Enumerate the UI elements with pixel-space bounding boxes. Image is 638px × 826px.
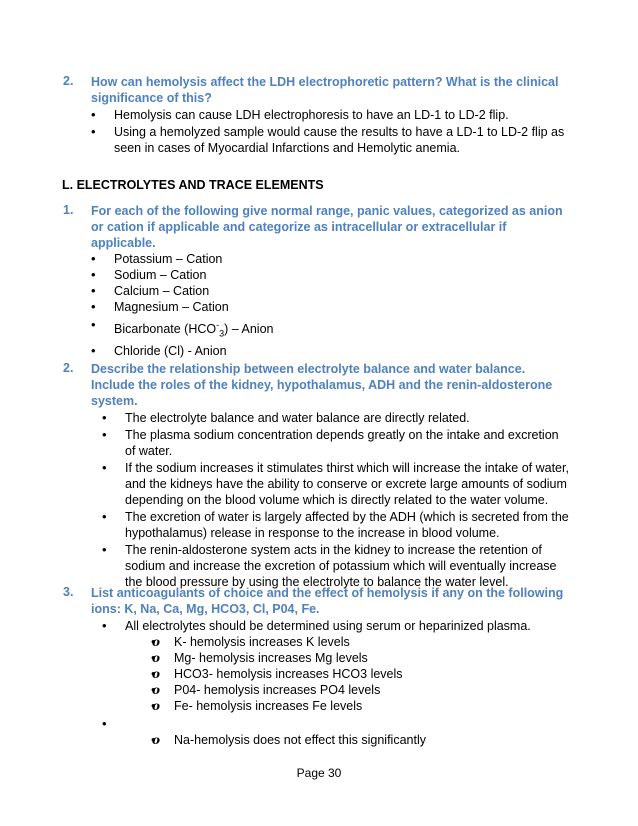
list-item: • Chloride (Cl) - Anion [114, 343, 571, 359]
question-number: 2. [63, 74, 74, 88]
list-item: • Calcium – Cation [114, 283, 571, 299]
question-number: 2. [63, 361, 74, 375]
question-text: For each of the following give normal range, panic values, categorized as anion or cation if applicable and categorize as intracellular or extracellular if applicable. [91, 204, 563, 250]
answer-list [114, 251, 571, 359]
sub-list-item: • o HCO3- hemolysis increases HCO3 levels [174, 666, 571, 682]
sub-list [152, 732, 571, 748]
question-text: How can hemolysis affect the LDH electrophoretic pattern? What is the clinical significance of this? [91, 75, 559, 105]
list-item: • The electrolyte balance and water balance are directly related. [125, 410, 571, 426]
question-text: List anticoagulants of choice and the effect of hemolysis if any on the following ions: K, Na, Ca, Mg, HCO3, Cl, P04, Fe. [91, 586, 564, 616]
list-item: • The renin-aldosterone system acts in the kidney to increase the retention of sodium and increase the excretion of potassium which will eventually increase the blood pressure by using the electrolyte to balance the water level. [125, 542, 571, 590]
question-anticoagulants [63, 585, 571, 748]
page-number: Page 30 [296, 766, 342, 780]
section-heading: L. ELECTROLYTES AND TRACE ELEMENTS [62, 178, 324, 192]
list-item: • Hemolysis can cause LDH electrophoresis to have an LD-1 to LD-2 flip. [114, 107, 571, 123]
list-item: • All electrolytes should be determined using serum or heparinized plasma. • o K- hemolysis increases K levels • o Mg- hemolysis increases Mg levels • o HCO3- hemolysis increases HCO3 levels • o P04- hemolysis increases PO4 levels • o Fe- hemolysis increases Fe levels [125, 618, 571, 714]
list-item-empty [125, 716, 571, 748]
question-number: 3. [63, 585, 74, 599]
answer-list [125, 410, 571, 590]
question-ldh [63, 74, 571, 156]
sub-list-item: • o K- hemolysis increases K levels [174, 634, 571, 650]
answer-list [114, 107, 571, 156]
question-electrolytes [63, 203, 571, 359]
question-water-balance [63, 361, 571, 590]
sub-list-item: • o Fe- hemolysis increases Fe levels [174, 698, 571, 714]
list-item: • Potassium – Cation [114, 251, 571, 267]
list-item: • The plasma sodium concentration depends greatly on the intake and excretion of water. [125, 427, 571, 459]
answer-list [125, 618, 571, 748]
list-item: • Magnesium – Cation [114, 299, 571, 315]
list-item: • The excretion of water is largely affected by the ADH (which is secreted from the hypothalamus) release in response to the increase in blood volume. [125, 509, 571, 541]
sub-list-item: • o Mg- hemolysis increases Mg levels [174, 650, 571, 666]
question-number: 1. [63, 203, 74, 217]
list-item: • Sodium – Cation [114, 267, 571, 283]
list-item: • Using a hemolyzed sample would cause the results to have a LD-1 to LD-2 flip as seen in cases of Myocardial Infarctions and Hemolytic anemia. [114, 124, 571, 156]
sub-list-item: • • o Na-hemolysis does not effect this significantly [174, 732, 571, 748]
list-item-bicarbonate: • Bicarbonate $(HCO^-_3)$ – Anion [114, 317, 571, 342]
sub-list-item: • o P04- hemolysis increases PO4 levels [174, 682, 571, 698]
question-text: Describe the relationship between electrolyte balance and water balance. Include the roles of the kidney, hypothalamus, ADH and the renin-aldosterone system. [91, 362, 553, 408]
sub-list [152, 634, 571, 714]
list-item: • If the sodium increases it stimulates thirst which will increase the intake of water, and the kidneys have the ability to conserve or excrete large amounts of sodium depending on the blood volume which is directly related to the water volume. [125, 460, 571, 508]
